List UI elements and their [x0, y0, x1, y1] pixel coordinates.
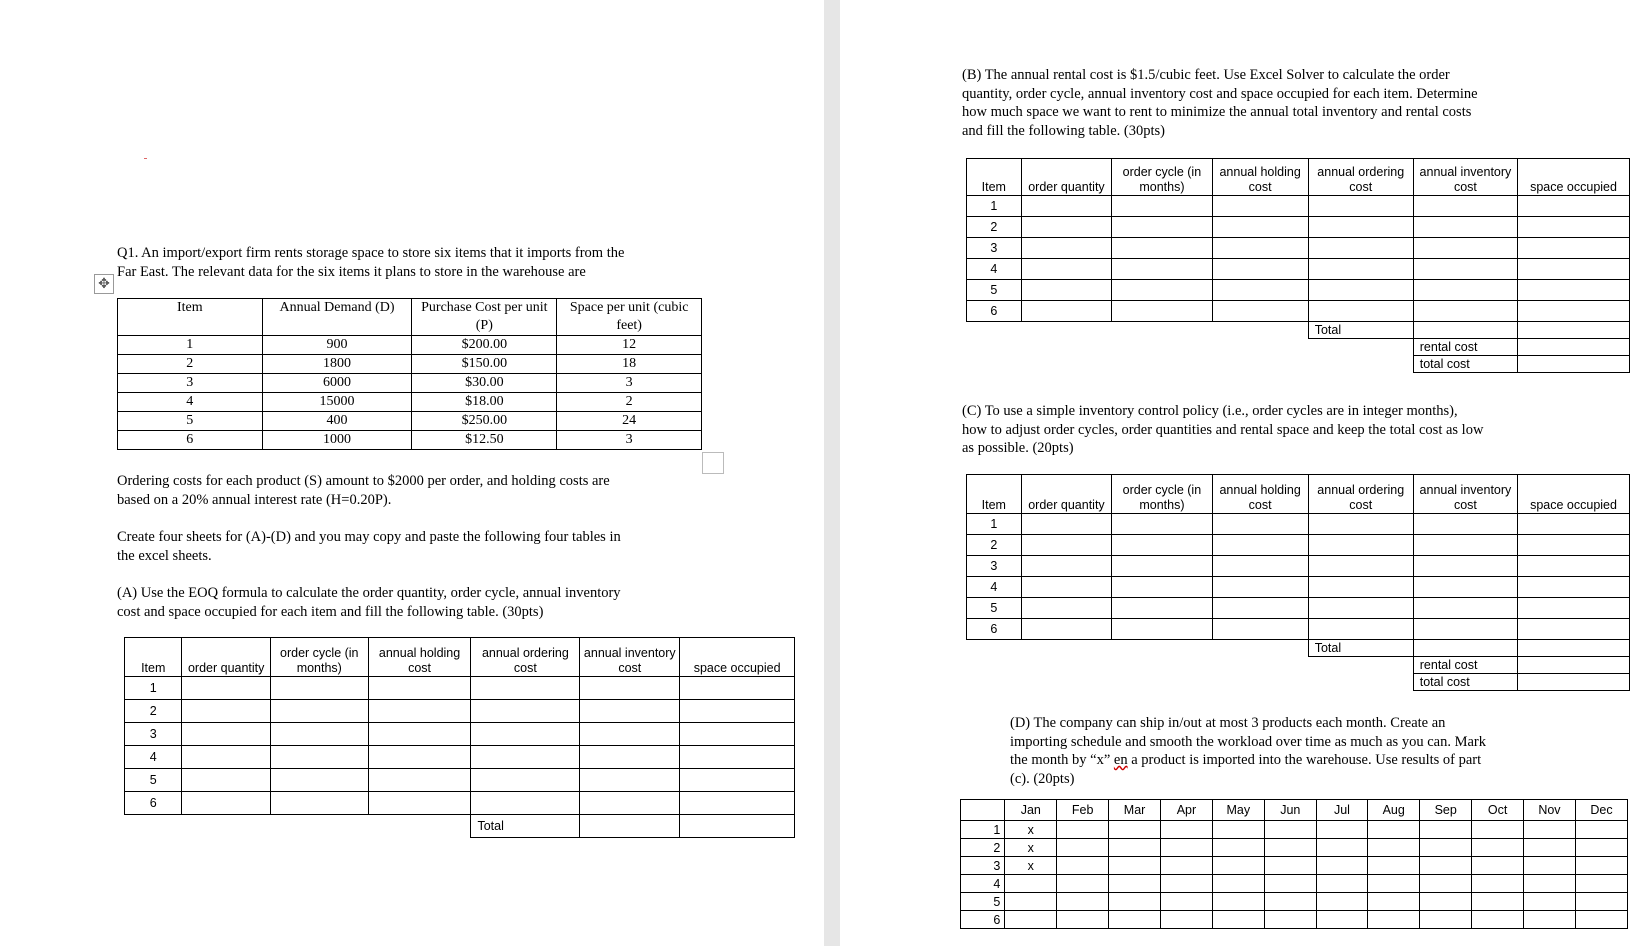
part-c-total-cost-label: total cost — [1413, 674, 1517, 691]
q1-data-table — [117, 298, 702, 450]
schedule-mark[interactable] — [1005, 893, 1057, 911]
paragraph-end-box — [702, 452, 724, 474]
part-b-header-row: Item order quantity order cycle (in months) annual holding cost annual ordering cost annual inventory cost space occupied — [967, 159, 1630, 196]
table-row[interactable]: 5 — [961, 893, 1628, 911]
table-row[interactable]: 2 — [125, 700, 795, 723]
part-a-table[interactable] — [124, 637, 795, 838]
table-row: 2 1800 $150.00 18 — [118, 355, 702, 374]
table-row[interactable]: 2 — [967, 535, 1630, 556]
part-b-rental-row[interactable] — [967, 339, 1630, 356]
table-row: 3 6000 $30.00 3 — [118, 374, 702, 393]
month-header: Jul — [1316, 800, 1368, 821]
q1-header-item: Item — [118, 299, 263, 336]
month-header: Jun — [1264, 800, 1316, 821]
part-b-total-cost-row[interactable] — [967, 356, 1630, 373]
part-c-total-label: Total — [1308, 640, 1413, 657]
part-c-rental-label: rental cost — [1413, 657, 1517, 674]
part-b-total-cost-label: total cost — [1413, 356, 1517, 373]
table-row: 5 400 $250.00 24 — [118, 412, 702, 431]
month-header: Sep — [1420, 800, 1472, 821]
table-row[interactable]: 3 x — [961, 857, 1628, 875]
table-row: 6 1000 $12.50 3 — [118, 431, 702, 450]
table-row: 1 900 $200.00 12 — [118, 336, 702, 355]
table-row[interactable]: 1 — [125, 677, 795, 700]
table-row[interactable]: 1 x — [961, 821, 1628, 839]
table-row[interactable]: 4 — [125, 746, 795, 769]
part-d-text: (D) The company can ship in/out at most 3 products each month. Create an importing schedule and smooth the workload over time as much as you can. Mark the month by “x” en a product is imported into the warehouse. Use results of part (c). (20pts) — [1010, 715, 1486, 787]
part-c-total-row[interactable] — [967, 640, 1630, 657]
part-a-total-row[interactable] — [125, 815, 795, 838]
ordering-costs-text: Ordering costs for each product (S) amount to $2000 per order, and holding costs are based on a 20% annual interest rate (H=0.20P). — [117, 473, 610, 508]
table-row[interactable]: 4 — [967, 259, 1630, 280]
table-row[interactable]: 2 x — [961, 839, 1628, 857]
create-sheets-text: Create four sheets for (A)-(D) and you may copy and paste the following four tables in the excel sheets. — [117, 529, 621, 564]
part-a-header-row: Item order quantity order cycle (in months) annual holding cost annual ordering cost annual inventory cost space occupied — [125, 638, 795, 677]
part-d-schedule-table[interactable] — [960, 799, 1628, 929]
q1-header-space: Space per unit (cubic feet) — [557, 299, 702, 336]
month-header: Dec — [1575, 800, 1627, 821]
table-row[interactable]: 3 — [125, 723, 795, 746]
table-row[interactable]: 6 — [961, 911, 1628, 929]
part-d-header-row — [961, 800, 1628, 821]
part-c-table[interactable] — [966, 474, 1630, 691]
spelling-error[interactable]: en — [1113, 752, 1128, 768]
table-move-handle-icon[interactable]: ✥ — [94, 274, 114, 294]
month-header: Jan — [1005, 800, 1057, 821]
q1-header-row — [118, 299, 702, 336]
month-header: Feb — [1057, 800, 1109, 821]
schedule-mark[interactable] — [1005, 875, 1057, 893]
table-row[interactable]: 6 — [967, 619, 1630, 640]
part-c-header-row: Item order quantity order cycle (in months) annual holding cost annual ordering cost annual inventory cost space occupied — [967, 475, 1630, 514]
page-gutter — [824, 0, 840, 946]
part-c-text: (C) To use a simple inventory control policy (i.e., order cycles are in integer months), how to adjust order cycles, order quantities and rental space and keep the total cost as low as possible. (20pts) — [962, 403, 1484, 456]
part-a-text: (A) Use the EOQ formula to calculate the order quantity, order cycle, annual inventory cost and space occupied for each item and fill the following table. (30pts) — [117, 585, 621, 620]
q1-intro: Q1. An import/export firm rents storage space to store six items that it imports from the Far East. The relevant data for the six items it plans to store in the warehouse are — [117, 245, 625, 280]
table-row[interactable]: 4 — [967, 577, 1630, 598]
table-row[interactable]: 5 — [967, 598, 1630, 619]
part-b-total-label: Total — [1308, 322, 1413, 339]
q1-header-cost: Purchase Cost per unit (P) — [412, 299, 557, 336]
schedule-mark[interactable]: x — [1005, 839, 1057, 857]
table-row: 4 15000 $18.00 2 — [118, 393, 702, 412]
q1-header-demand: Annual Demand (D) — [262, 299, 412, 336]
month-header: Mar — [1109, 800, 1161, 821]
part-b-table[interactable] — [966, 158, 1630, 373]
month-header: Oct — [1472, 800, 1524, 821]
schedule-mark[interactable]: x — [1005, 821, 1057, 839]
table-row[interactable]: 2 — [967, 217, 1630, 238]
table-row[interactable]: 4 — [961, 875, 1628, 893]
table-row[interactable]: 5 — [967, 280, 1630, 301]
part-c-rental-row[interactable] — [967, 657, 1630, 674]
part-c-total-cost-row[interactable] — [967, 674, 1630, 691]
part-b-total-row[interactable] — [967, 322, 1630, 339]
schedule-mark[interactable] — [1005, 911, 1057, 929]
table-row[interactable]: 1 — [967, 514, 1630, 535]
month-header: Apr — [1161, 800, 1213, 821]
part-b-text: (B) The annual rental cost is $1.5/cubic feet. Use Excel Solver to calculate the order quantity, order cycle, annual inventory cost and space occupied for each item. Determine how much space we want to rent to minimize the annual total inventory and rental costs and fill the following table. (30pts) — [962, 67, 1478, 139]
table-row[interactable]: 6 — [967, 301, 1630, 322]
month-header: May — [1212, 800, 1264, 821]
table-row[interactable]: 1 — [967, 196, 1630, 217]
stray-mark — [144, 158, 147, 159]
table-row[interactable]: 3 — [967, 556, 1630, 577]
part-a-total-label: Total — [471, 815, 580, 838]
month-header: Nov — [1523, 800, 1575, 821]
table-row[interactable]: 6 — [125, 792, 795, 815]
schedule-mark[interactable]: x — [1005, 857, 1057, 875]
part-b-rental-label: rental cost — [1413, 339, 1517, 356]
table-row[interactable]: 3 — [967, 238, 1630, 259]
table-row[interactable]: 5 — [125, 769, 795, 792]
month-header: Aug — [1368, 800, 1420, 821]
